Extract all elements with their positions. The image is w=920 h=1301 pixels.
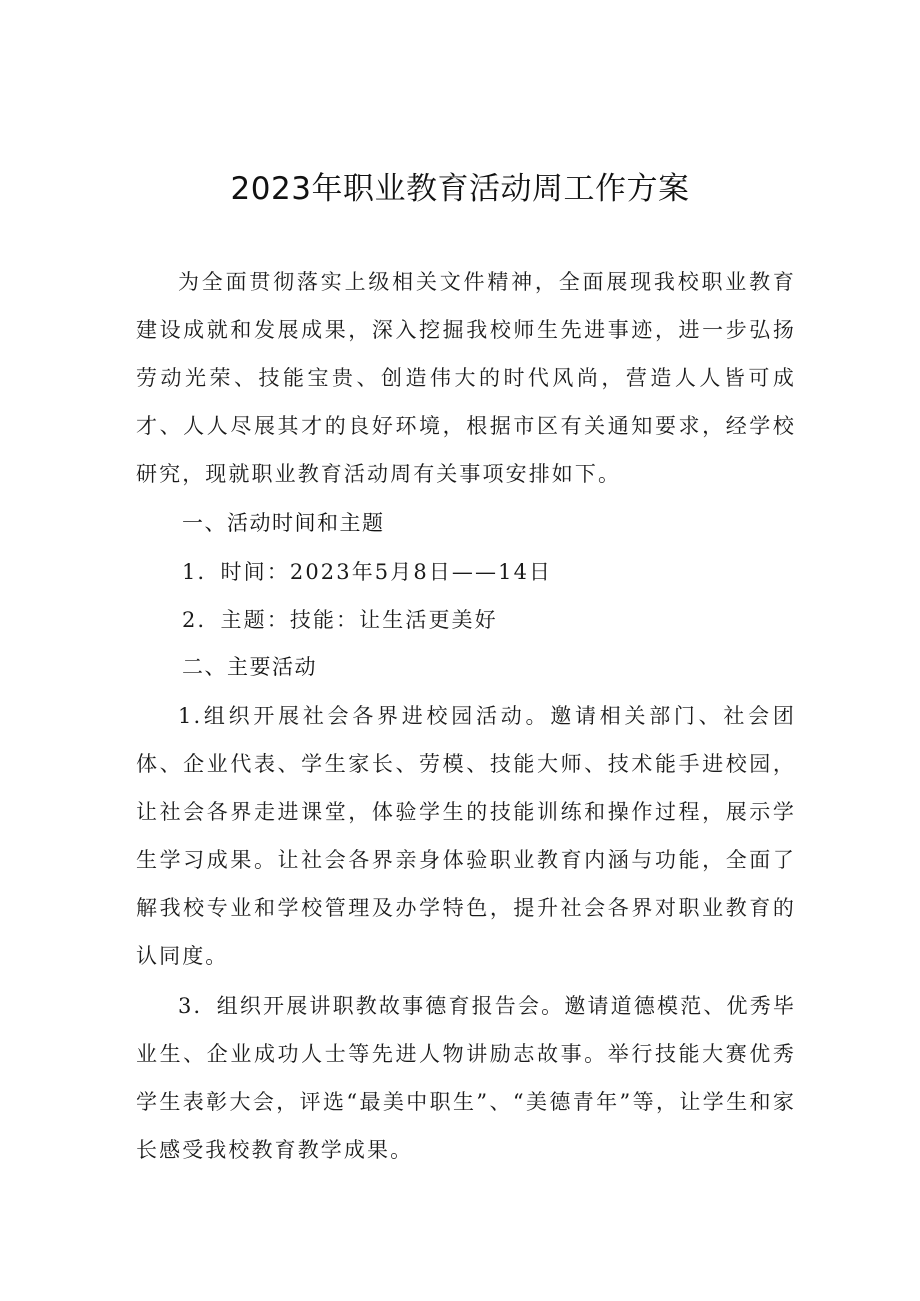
section-heading-time-theme: 一、活动时间和主题 <box>182 511 385 535</box>
section-heading-main-activities: 二、主要活动 <box>182 655 317 679</box>
intro-text: 为全面贯彻落实上级相关文件精神，全面展现我校职业教育建设成就和发展成果，深入挖掘我校师生先进事迹，进一步弘扬劳动光荣、技能宝贵、创造伟大的时代风尚，营造人人皆可成才、人人尽展其才的良好环境，根据市区有关通知要求，经学校研究，现就职业教育活动周有关事项安排如下。 <box>136 270 796 486</box>
document-title: 2023年职业教育活动周工作方案 <box>230 171 690 207</box>
activity-text-1: 1.组织开展社会各界进校园活动。邀请相关部门、社会团体、企业代表、学生家长、劳模、技能大师、技术能手进校园，让社会各界走进课堂，体验学生的技能训练和操作过程，展示学生学习成果。让社会各界亲身体验职业教育内涵与功能，全面了解我校专业和学校管理及办学特色，提升社会各界对职业教育的认同度。 <box>136 704 796 968</box>
item-time: 1．时间：2023年5月8日——14日 <box>182 560 553 584</box>
activity-paragraph-1 <box>136 692 796 980</box>
activity-paragraph-3 <box>136 982 796 1174</box>
item-theme: 2．主题：技能：让生活更美好 <box>182 608 498 632</box>
intro-paragraph <box>136 258 796 498</box>
activity-text-3: 3．组织开展讲职教故事德育报告会。邀请道德模范、优秀毕业生、企业成功人士等先进人物讲励志故事。举行技能大赛优秀学生表彰大会，评选“最美中职生”、“美德青年”等，让学生和家长感受我校教育教学成果。 <box>136 994 796 1162</box>
